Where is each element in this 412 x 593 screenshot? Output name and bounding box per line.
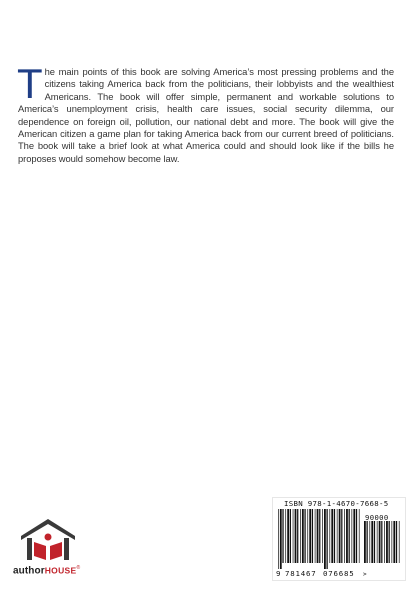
logo-wall-left [27,538,32,560]
barcode-bar [327,509,328,569]
barcode-bar [346,509,348,563]
barcode-bar [280,509,282,569]
barcode-bar [396,521,397,563]
barcode-bar [309,509,311,563]
logo-book-right [50,542,62,560]
wordmark-author: author [13,565,45,577]
barcode-bar [386,521,388,563]
barcode-bar [339,509,341,563]
barcode-bar [290,509,291,563]
barcode-bar [315,509,316,563]
barcode-bar [356,509,357,563]
barcode-bar [371,521,373,563]
barcode-bar [344,509,345,563]
barcode-bar [302,509,304,563]
back-cover-blurb [17,60,394,165]
barcode-bar [285,509,286,563]
barcode-bar [282,509,283,563]
logo-reader-head [45,534,52,541]
barcode-bar [278,509,279,569]
barcode-bar [381,521,382,563]
drop-cap: T [17,60,43,107]
barcode-bar [379,521,381,563]
publisher-wordmark [13,565,80,576]
blurb-text: he main points of this book are solving America’s most pressing problems and the citizens taking America back from the politicians, their lobbyists and the wealthiest Americans. The book will offer simple, permanent and workable solutions to America’s unemployment crisis, health care issues, social security dilemma, our dependence on foreign oil, pollution, our national debt and more. The book will give the American citizen a game plan for taking America back from our current breed of politicians. The book will take a brief look at what America could and should look like if the bills he proposes would somehow become law. [18,66,394,164]
barcode-bar [349,509,350,563]
barcode-bar [322,509,323,563]
ean-right-digits: 076685 [323,569,355,578]
barcode-bar [304,509,305,563]
logo-book-left [34,542,46,560]
barcode-bar [367,521,368,563]
barcode-bar [374,521,375,563]
ean-barcode [276,509,362,569]
price-code: 90000 [365,513,389,522]
publisher-logo-icon [18,516,78,562]
barcode-bar [331,509,333,563]
barcode-bar [364,521,366,563]
logo-wall-right [64,538,69,560]
ean-digits [276,569,367,578]
barcode-bar [393,521,395,563]
barcode-bar [324,509,326,569]
barcode-bar [319,509,320,563]
barcode-bar [293,509,294,563]
ean-addon-mark: > [363,571,367,578]
ean-first-digit: 9 [276,569,281,578]
barcode-bar [300,509,301,563]
barcode-bar [369,521,370,563]
barcode-bar [312,509,313,563]
isbn-label: ISBN 978-1-4670-7668-5 [284,499,389,508]
barcode-bar [317,509,319,563]
barcode-bar [297,509,298,563]
barcode-bar [337,509,338,563]
barcode-bar [307,509,308,563]
barcode-bar [329,509,330,563]
barcode-bar [392,521,393,563]
barcode-bar [377,521,378,563]
wordmark-house: HOUSE [44,565,77,576]
registered-mark: ® [76,565,81,571]
barcode-bar [359,509,360,563]
barcode-bar [399,521,400,563]
barcode-bar [341,509,342,563]
barcode-bar [295,509,297,563]
price-addon-barcode [362,521,402,575]
barcode-bar [287,509,289,563]
barcode-bar [384,521,385,563]
barcode-bar [352,509,353,563]
barcode-bar [353,509,355,563]
ean-left-digits: 781467 [285,569,317,578]
barcode-bar [389,521,390,563]
barcode-bar [334,509,335,563]
